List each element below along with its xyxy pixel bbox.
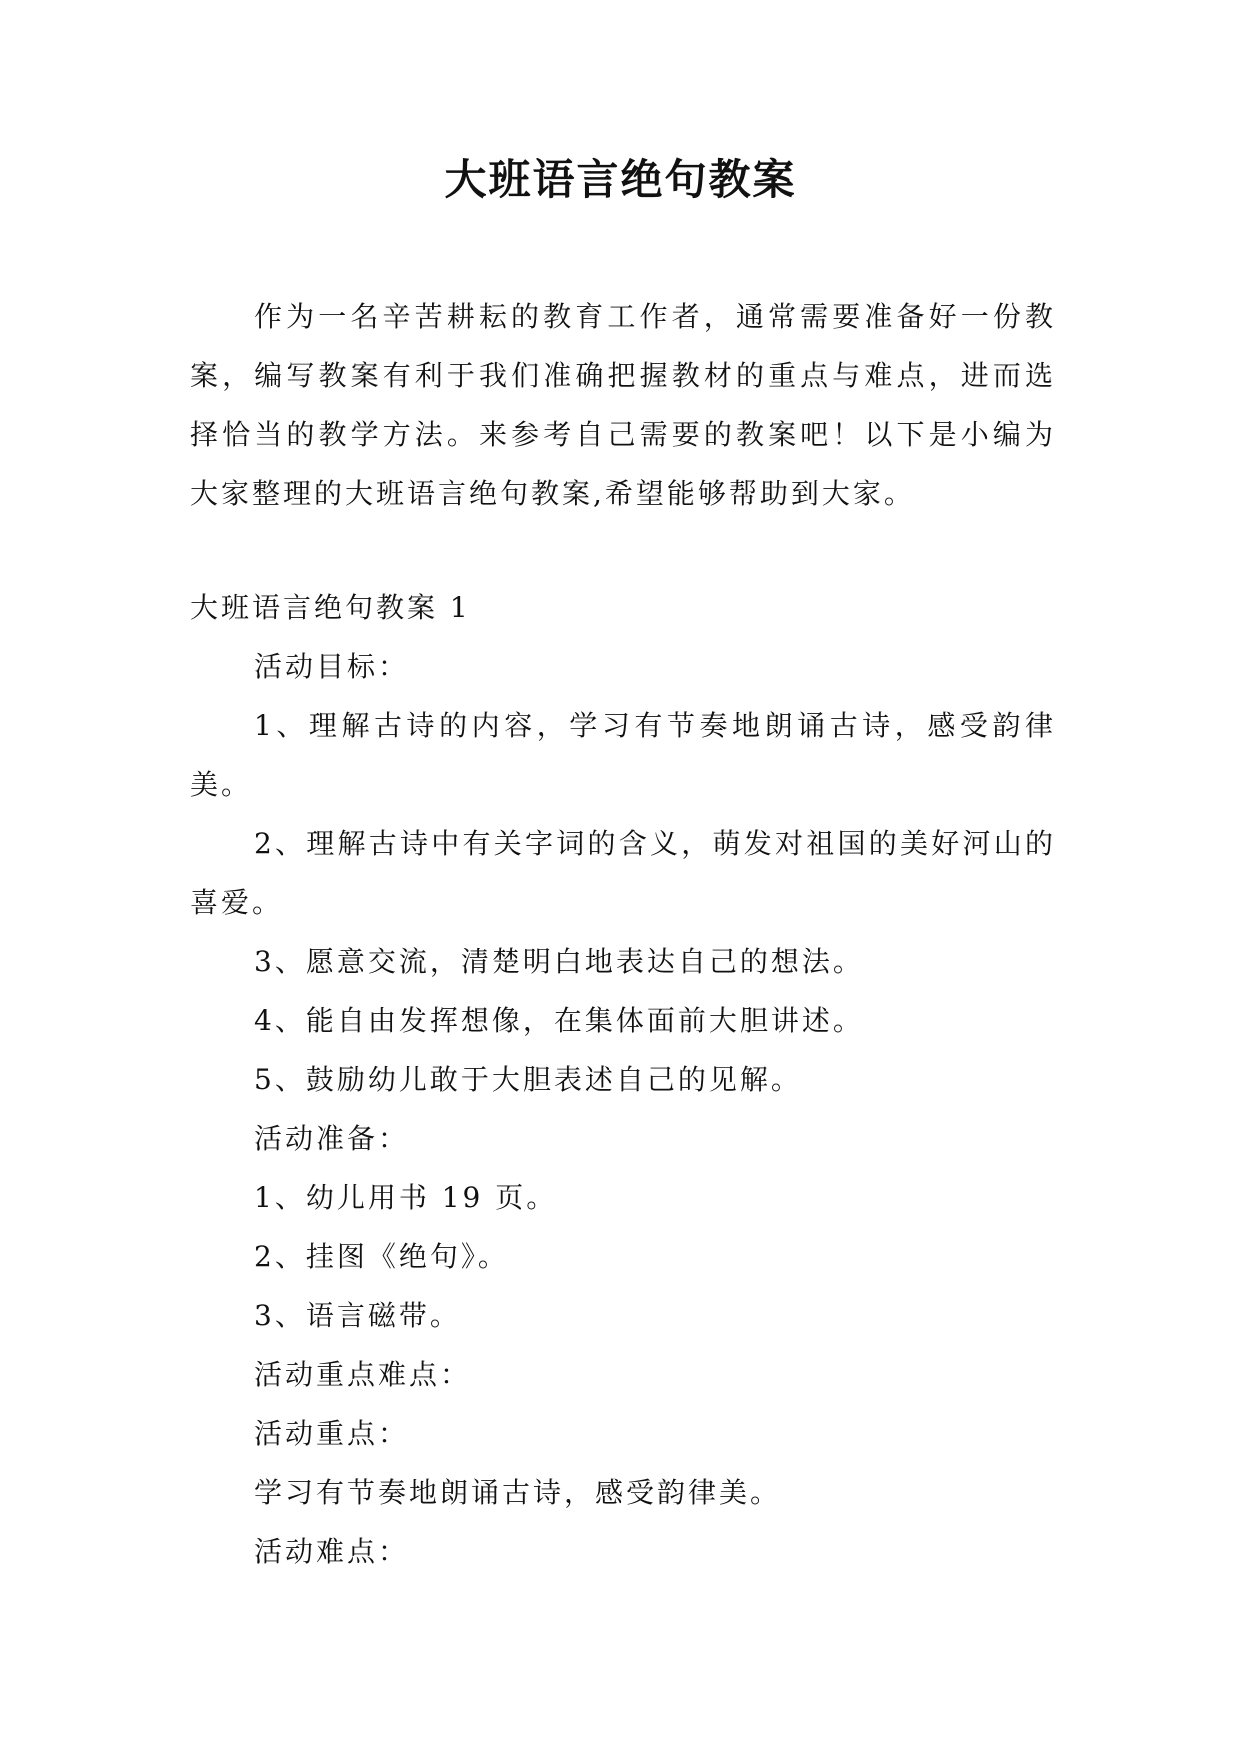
document-title: 大班语言绝句教案 xyxy=(444,155,797,204)
paragraph-key-points: 活动重点： xyxy=(254,1417,410,1450)
paragraph-goal-5: 5、鼓励幼儿敢于大胆表述自己的见解。 xyxy=(254,1063,802,1096)
paragraph-activity-goals: 活动目标： xyxy=(254,650,410,683)
paragraph-key-difficult-points: 活动重点难点： xyxy=(254,1358,472,1391)
section-heading: 大班语言绝句教案 1 xyxy=(190,591,471,624)
paragraph-prep-3: 3、语言磁带。 xyxy=(254,1299,461,1332)
paragraph-activity-preparation: 活动准备： xyxy=(254,1122,410,1155)
intro-paragraph: 作为一名辛苦耕耘的教育工作者，通常需要准备好一份教案，编写教案有利于我们准确把握教材的重点与难点，进而选择恰当的教学方法。来参考自己需要的教案吧！以下是小编为大家整理的大班语言绝句教案,希望能够帮助到大家。 xyxy=(190,300,1056,510)
paragraph-prep-1: 1、幼儿用书 19 页。 xyxy=(254,1181,558,1214)
paragraph-goal-4: 4、能自由发挥想像，在集体面前大胆讲述。 xyxy=(254,1004,864,1037)
paragraph-difficult-points: 活动难点： xyxy=(254,1535,410,1568)
paragraph-key-points-content: 学习有节奏地朗诵古诗，感受韵律美。 xyxy=(254,1476,782,1509)
paragraph-goal-2: 2、理解古诗中有关字词的含义，萌发对祖国的美好河山的喜爱。 xyxy=(190,827,1056,919)
paragraph-prep-2: 2、挂图《绝句》。 xyxy=(254,1240,509,1273)
paragraph-goal-1: 1、理解古诗的内容，学习有节奏地朗诵古诗，感受韵律美。 xyxy=(190,709,1056,801)
document-content xyxy=(190,578,1056,1581)
paragraph-goal-3: 3、愿意交流，清楚明白地表达自己的想法。 xyxy=(254,945,864,978)
